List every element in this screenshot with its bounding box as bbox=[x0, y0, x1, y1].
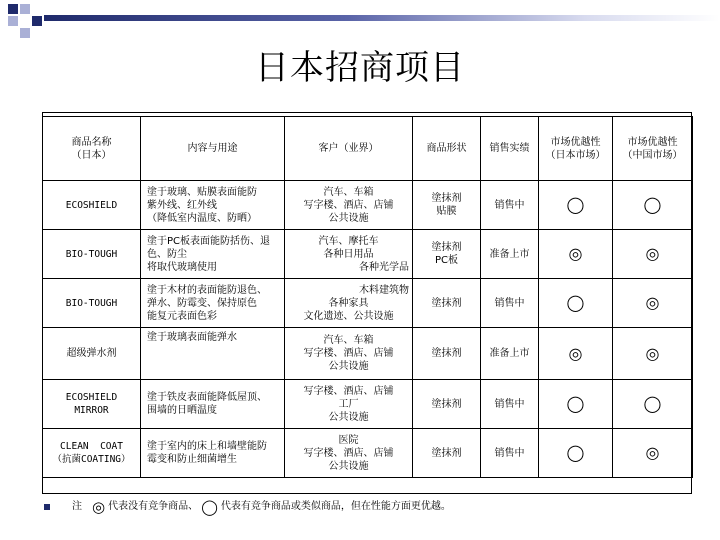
header-clients: 客户（业界） bbox=[285, 117, 413, 181]
japan-rating-symbol: ◯ bbox=[539, 429, 613, 478]
table-row bbox=[43, 429, 693, 478]
table-row bbox=[43, 328, 693, 380]
table-row bbox=[43, 279, 693, 328]
product-name-cell: BIO-TOUGH bbox=[43, 279, 141, 328]
clients-cell: 写字楼、酒店、店铺 工厂 公共设施 bbox=[285, 380, 413, 429]
product-name-cell: 超级弹水剂 bbox=[43, 328, 141, 380]
table-row bbox=[43, 380, 693, 429]
table-header-row bbox=[43, 117, 693, 181]
shape-cell: 塗抹剂 贴膜 bbox=[413, 181, 481, 230]
sales-cell: 销售中 bbox=[481, 279, 539, 328]
content-cell: 塗于玻璃、贴膜表面能防 紫外线、红外线 （降低室内温度、防晒） bbox=[141, 181, 285, 230]
china-rating-symbol: ◯ bbox=[613, 181, 693, 230]
japan-rating-symbol: ◎ bbox=[539, 328, 613, 380]
china-rating-symbol: ◯ bbox=[613, 380, 693, 429]
header-japan-market: 市场优越性 （日本市场） bbox=[539, 117, 613, 181]
shape-cell: 塗抹剂 bbox=[413, 328, 481, 380]
clients-cell: 汽车、车箱 写字楼、酒店、店铺 公共设施 bbox=[285, 181, 413, 230]
header-content: 内容与用途 bbox=[141, 117, 285, 181]
sales-cell: 准备上市 bbox=[481, 328, 539, 380]
sales-cell: 销售中 bbox=[481, 429, 539, 478]
bullet-square-icon bbox=[44, 504, 50, 510]
content-cell: 塗于PC板表面能防括伤、退 色、防尘 将取代玻璃使用 bbox=[141, 230, 285, 279]
header-shape: 商品形状 bbox=[413, 117, 481, 181]
shape-cell: 塗抹剂 PC板 bbox=[413, 230, 481, 279]
japan-rating-symbol: ◯ bbox=[539, 380, 613, 429]
product-name-cell: CLEAN COAT （抗菌COATING） bbox=[43, 429, 141, 478]
clients-cell: 木料建筑物 各种家具 文化遗迹、公共设施 bbox=[285, 279, 413, 328]
circle-icon: ◯ bbox=[201, 498, 218, 516]
content-cell: 塗于铁皮表面能降低屋顶、 围墙的日晒温度 bbox=[141, 380, 285, 429]
content-cell: 塗于玻璃表面能弹水 bbox=[141, 328, 285, 380]
footnote bbox=[44, 500, 451, 514]
table-row bbox=[43, 230, 693, 279]
table-row bbox=[43, 181, 693, 230]
sales-cell: 准备上市 bbox=[481, 230, 539, 279]
content-cell: 塗于室内的床上和墙壁能防 霉变和防止细菌增生 bbox=[141, 429, 285, 478]
china-rating-symbol: ◎ bbox=[613, 279, 693, 328]
product-name-cell: ECOSHIELD bbox=[43, 181, 141, 230]
header-product-name: 商品名称 （日本） bbox=[43, 117, 141, 181]
product-table bbox=[42, 116, 693, 478]
double-circle-icon: ◎ bbox=[92, 498, 106, 516]
product-name-cell: ECOSHIELD MIRROR bbox=[43, 380, 141, 429]
header-china-market: 市场优越性 （中国市场） bbox=[613, 117, 693, 181]
shape-cell: 塗抹剂 bbox=[413, 380, 481, 429]
clients-cell: 汽车、车箱 写字楼、酒店、店铺 公共设施 bbox=[285, 328, 413, 380]
japan-rating-symbol: ◯ bbox=[539, 279, 613, 328]
product-name-cell: BIO-TOUGH bbox=[43, 230, 141, 279]
footnote-prefix: 注 bbox=[72, 501, 82, 512]
footnote-single-text: 代表有竞争商品或类似商品，但在性能方面更优越。 bbox=[220, 501, 451, 512]
footnote-double-text: 代表没有竞争商品、 bbox=[108, 501, 199, 512]
china-rating-symbol: ◎ bbox=[613, 230, 693, 279]
shape-cell: 塗抹剂 bbox=[413, 279, 481, 328]
sales-cell: 销售中 bbox=[481, 380, 539, 429]
sales-cell: 销售中 bbox=[481, 181, 539, 230]
clients-cell: 汽车、摩托车 各种日用品 各种光学品 bbox=[285, 230, 413, 279]
clients-cell: 医院 写字楼、酒店、店铺 公共设施 bbox=[285, 429, 413, 478]
header-sales: 销售实绩 bbox=[481, 117, 539, 181]
content-cell: 塗于木材的表面能防退色、 弹水、防霉变、保持原色 能复元表面色彩 bbox=[141, 279, 285, 328]
shape-cell: 塗抹剂 bbox=[413, 429, 481, 478]
header-rule bbox=[44, 15, 720, 21]
japan-rating-symbol: ◯ bbox=[539, 181, 613, 230]
japan-rating-symbol: ◎ bbox=[539, 230, 613, 279]
china-rating-symbol: ◎ bbox=[613, 429, 693, 478]
china-rating-symbol: ◎ bbox=[613, 328, 693, 380]
page-title: 日本招商项目 bbox=[255, 48, 465, 88]
